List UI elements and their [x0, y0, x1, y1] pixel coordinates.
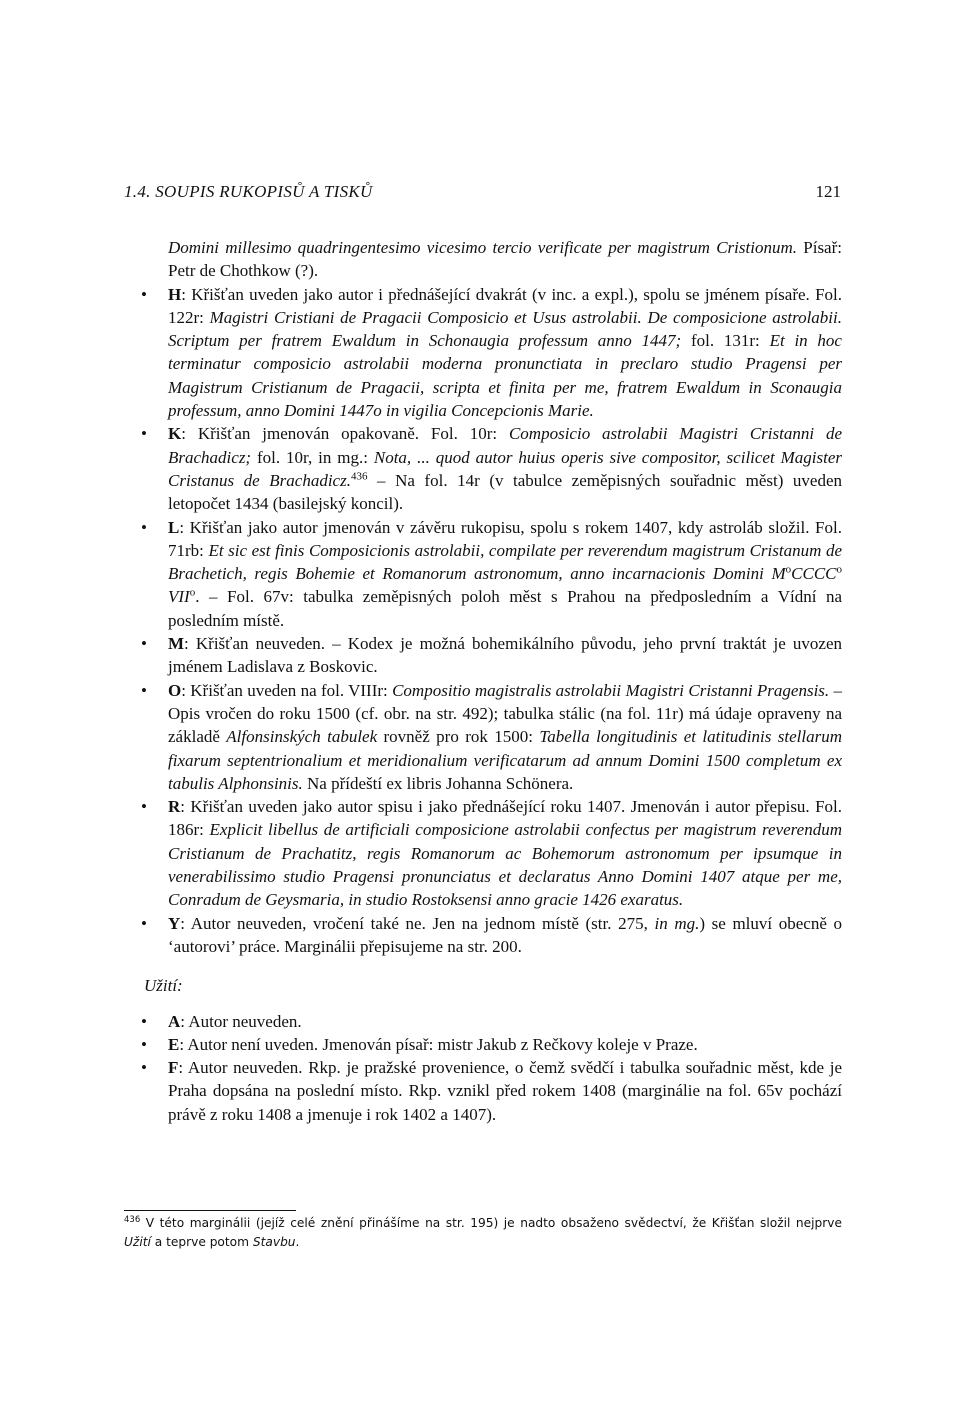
italic-text: Explicit libellus de artificiali composicione astrolabii confectus per magistrum reverendum Cristianum de Prachatitz, regis Romanorum ac Bohemorum astronomum per ipsumque in venerabilissimo studio Pragensi pronunciatus et declaratus Anno Domini 1407 atque per me, Conradum de Geysmaria, in studio Rostoksensi anno gracie 1426 exaratus. [168, 820, 842, 910]
text-segment: ) se mluví obecně o ‘autorovi’ práce. Marginálii přepisujeme na str. 200. [168, 913, 843, 956]
text-segment: . [295, 1235, 300, 1249]
text-segment: : Křišťan uveden na fol. VIIIr: [181, 680, 393, 700]
superscript: 436 [350, 470, 368, 483]
continued-paragraph [168, 236, 842, 283]
footnote-number: 436 [124, 1214, 141, 1225]
manuscript-siglum: M [168, 634, 185, 654]
list-item [124, 795, 842, 911]
list-item [124, 1010, 842, 1033]
bullet-icon: • [141, 680, 147, 700]
italic-text: Nota, ... quod autor huius operis sive compositor, scilicet Magister Cristanus de Brachadicz. [168, 447, 842, 490]
italic-text: in mg. [654, 913, 700, 933]
list-item [124, 283, 842, 423]
text-segment: Na přídeští ex libris Johanna Schönera. [302, 773, 574, 793]
list-item [124, 1033, 842, 1056]
bullet-icon: • [141, 634, 147, 654]
manuscript-siglum: R [168, 797, 181, 817]
manuscript-list [124, 283, 842, 959]
list-item [124, 516, 842, 632]
manuscript-siglum: Y [168, 913, 181, 933]
text-segment: fol. 10r, in mg.: [251, 447, 374, 467]
page-number: 121 [815, 182, 841, 201]
italic-text: Užití [124, 1235, 151, 1249]
footnote [124, 1214, 842, 1252]
text-segment: : Autor neuveden. [180, 1011, 302, 1031]
italic-text: Composicio astrolabii Magistri Cristanni de Brachadicz; [168, 424, 842, 467]
usage-heading: Užití: [144, 976, 183, 996]
manuscript-siglum: K [168, 424, 182, 444]
text-segment: : Autor neuveden. Rkp. je pražské provenience, o čemž svědčí i tabulka souřadnic měst, kde je Praha dopsána na poslední místo. Rkp. vznikl před rokem 1408 (marginálie na fol. 65v pochází právě z roku 1408 a jmenuje i rok 1402 a 1407). [168, 1058, 842, 1124]
text-segment: : Křišťan uveden jako autor spisu i jako přednášející roku 1407. Jmenován i autor přepisu. Fol. 186r: [168, 797, 842, 840]
list-item [124, 1056, 842, 1126]
list-item [124, 679, 842, 795]
running-header [124, 180, 841, 204]
text-segment: V této marginálii (jejíž celé znění přinášíme na str. 195) je nadto obsaženo svědectví, že Křišťan složil nejprve [140, 1216, 842, 1230]
text-segment: : Autor není uveden. Jmenován písař: mistr Jakub z Rečkovy koleje v Praze. [179, 1034, 698, 1054]
superscript: o [785, 563, 792, 576]
italic-text: Et in hoc terminatur composicio astrolabii moderna pronunctiata in preclaro studio Pragensi per Magistrum Cristianum de Pragacii, scripta et finita per me, fratrem Ewaldum in Sconaugia professum, anno Domini 1447o in vigilia Concepcionis Marie. [168, 331, 842, 421]
text-segment: : Křišťan jmenován opakovaně. Fol. 10r: [181, 424, 509, 444]
bullet-icon: • [141, 1034, 147, 1054]
manuscript-siglum: H [168, 284, 182, 304]
list-item [124, 912, 842, 959]
text-segment: : Křišťan uveden jako autor i přednášející dvakrát (v inc. a expl.), spolu se jménem písaře. Fol. 122r: [168, 284, 842, 327]
superscript: o [189, 586, 196, 599]
latin-continuation: Domini millesimo quadringentesimo vicesimo tercio verificate per magistrum Cristionum. [168, 238, 797, 257]
manuscript-siglum: E [168, 1034, 180, 1054]
bullet-icon: • [141, 913, 147, 933]
italic-text: VII [168, 587, 190, 607]
text-segment: . – Fol. 67v: tabulka zeměpisných poloh měst s Prahou na předposledním a Vídní na posledním místě. [168, 587, 842, 630]
text-segment: rovněž pro rok 1500: [377, 727, 540, 747]
text-segment: – Na fol. 14r (v tabulce zeměpisných souřadnic měst) uveden letopočet 1434 (basilejský koncil). [168, 470, 843, 514]
text-segment: fol. 131r: [681, 331, 770, 351]
italic-text: Alfonsinských tabulek [226, 727, 378, 747]
text-segment: a teprve potom [150, 1235, 253, 1249]
manuscript-siglum: L [168, 517, 180, 537]
bullet-icon: • [141, 797, 147, 817]
italic-text: Magistri Cristiani de Pragacii Composicio et Usus astrolabii. De composicione astrolabii. Scriptum per fratrem Ewaldum in Schonaugia professum anno 1447; [168, 307, 842, 351]
footnote-rule [124, 1210, 296, 1211]
bullet-icon: • [141, 284, 147, 304]
bullet-icon: • [141, 517, 147, 537]
italic-text: Et sic est finis Composicionis astrolabii, compilate per reverendum magistrum Cristanum de Brachetich, regis Bohemie et Romanorum astronomum, anno incarnacionis Domini M [168, 540, 842, 584]
text-segment: : Křišťan neuveden. – Kodex je možná bohemikálního původu, jeho první traktát je uvozen jménem Ladislava z Boskovic. [168, 634, 842, 677]
scribe-note: Písař: Petr de Chothkow (?). [168, 238, 842, 281]
italic-text: Compositio magistralis astrolabii Magistri Cristanni Pragensis. [392, 680, 830, 700]
manuscript-siglum: F [168, 1058, 179, 1078]
superscript: o [836, 563, 842, 576]
text-segment: – Opis vročen do roku 1500 (cf. obr. na str. 492); tabulka stálic (na fol. 11r) má údaje opraveny na základě [168, 680, 842, 747]
italic-text: Tabella longitudinis et latitudinis stellarum fixarum septentrionalium et meridionalium verificatarum ad annum Domini 1500 completum ex tabulis Alphonsinis. [168, 727, 842, 793]
text-segment: : Autor neuveden, vročení také ne. Jen na jednom místě (str. 275, [180, 913, 655, 933]
section-title: 1.4. SOUPIS RUKOPISŮ A TISKŮ [124, 182, 373, 201]
usage-list [124, 1010, 842, 1126]
list-item [124, 632, 842, 679]
bullet-icon: • [141, 1011, 147, 1031]
italic-text: Stavbu [252, 1235, 296, 1249]
list-item [124, 422, 842, 515]
manuscript-siglum: O [168, 680, 182, 700]
main-text [124, 236, 842, 1126]
bullet-icon: • [141, 424, 147, 444]
manuscript-siglum: A [168, 1011, 181, 1031]
italic-text: CCCC [791, 564, 837, 584]
bullet-icon: • [141, 1058, 147, 1078]
text-segment: : Křišťan jako autor jmenován v závěru rukopisu, spolu s rokem 1407, kdy astroláb složil. Fol. 71rb: [168, 517, 842, 560]
